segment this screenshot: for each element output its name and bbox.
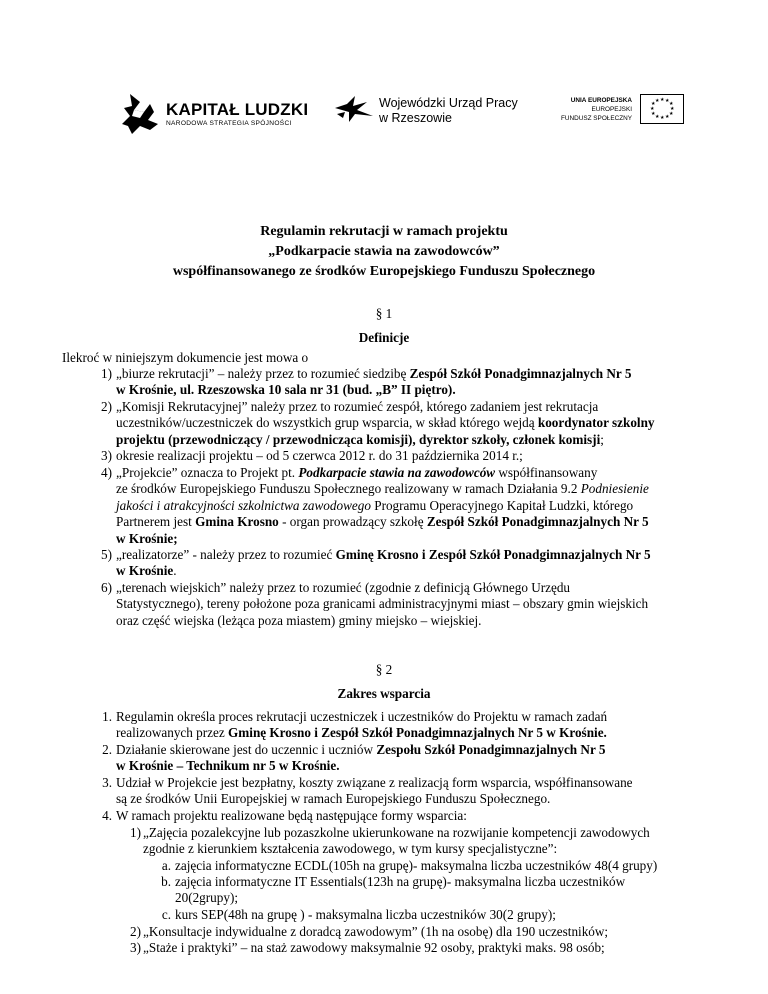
eu-flag-icon [640,94,684,124]
wup-line2: w Rzeszowie [379,111,452,125]
support-form-1: 1) „Zajęcia pozalekcyjne lub pozaszkolne ukierunkowane na rozwijanie kompetencji zawodowych zgodnie z kierunkiem kształcenia zawodowego, w tym kursy specjalistyczne”: [130,825,650,857]
definition-5: 5) „realizatorze” - należy przez to rozumieć Gminę Krosno i Zespół Szkół Ponadgimnazjalnych Nr 5 w Krośnie. [101,547,651,579]
definition-6: 6) „terenach wiejskich” należy przez to rozumieć (zgodnie z definicją Głównego Urzędu Statystycznego), tereny położone poza granicami administracyjnymi miast – obszary gmin wiejskich oraz część wiejska (leżąca poza miastem) gminy miejsko – wiejskiej. [101,580,649,628]
section1-intro: Ilekroć w niniejszym dokumencie jest mowa o [62,350,309,365]
eu-text [548,96,632,123]
wup-name [379,96,518,126]
svg-text:★: ★ [660,115,665,121]
scope-item-3: 3. Udział w Projekcie jest bezpłatny, koszty związane z realizacją form wsparcia, współfinansowane są ze środków Unii Europejskiej w ramach Europejskiego Funduszu Społecznego. [102,775,633,807]
scope-item-2: 2. Działanie skierowane jest do uczennic i uczniów Zespołu Szkół Ponadgimnazjalnych Nr 5 w Krośnie – Technikum nr 5 w Krośnie. [102,742,606,774]
definition-3: 3) okresie realizacji projektu – od 5 czerwca 2012 r. do 31 października 2014 r.; [101,448,523,463]
definition-4: 4) „Projekcie” oznacza to Projekt pt. Podkarpacie stawia na zawodowców współfinansowany ze środków Europejskiego Funduszu Społecznego realizowany w ramach Działania 9.2 Podniesienie jakości i atrakcyjności szkolnictwa zawodowego Programu Operacyjnego Kapitał Ludzki, którego Partnerem jest Gmina Krosno - organ prowadzący szkołę Zespół Szkół Ponadgimnazjalnych Nr 5 w Krośnie; [101,465,649,546]
svg-text:★: ★ [655,114,660,120]
svg-text:★: ★ [651,101,656,107]
support-form-2: 2) „Konsultacje indywidualne z doradcą zawodowym” (1h na osobę) dla 190 uczestników; [130,924,609,939]
wup-logo [333,94,518,128]
support-subform-c: c. kurs SEP(48h na grupę ) - maksymalna liczba uczestników 30(2 grupy); [161,907,556,922]
support-form-3: 3) „Staże i praktyki” – na staż zawodowy maksymalnie 92 osoby, praktyki maks. 98 osób; [130,940,605,955]
section1-mark: § 1 [375,306,393,321]
eu-line1: UNIA EUROPEJSKA [570,97,632,104]
kapital-title: KAPITAŁ LUDZKI [166,100,309,119]
support-subform-a: a. zajęcia informatyczne ECDL(105h na grupę)- maksymalna liczba uczestników 48(4 grupy) [161,858,658,873]
svg-text:★: ★ [665,114,670,120]
svg-text:★: ★ [665,98,670,104]
section2-mark: § 2 [375,662,393,677]
svg-text:★: ★ [660,97,665,103]
section1-heading: Definicje [358,330,410,345]
kapital-subtitle: NARODOWA STRATEGIA SPÓJNOŚCI [166,120,292,127]
eu-line3: FUNDUSZ SPOŁECZNY [560,115,632,122]
definition-1: 1) „biurze rekrutacji” – należy przez to rozumieć siedzibę Zespół Szkół Ponadgimnazjalnych Nr 5 w Krośnie, ul. Rzeszowska 10 sala nr 31 (bud. „B” II piętro). [101,366,632,398]
logo-bar [0,88,768,144]
definition-2: 2) „Komisji Rekrutacyjnej” należy przez to rozumieć zespół, którego zadaniem jest rekrutacja uczestników/uczestniczek do wszystkich grup wsparcia, w skład którego wejdą koordynator szkolny projektu (przewodniczący / przewodnicząca komisji), dyrektor szkoły, członek komisji; [101,399,655,447]
svg-text:★: ★ [669,101,674,107]
title-line3: współfinansowanego ze środków Europejskiego Funduszu Społecznego [172,264,596,279]
kapital-ludzki-emblem-icon [120,90,164,138]
title-line2: „Podkarpacie stawia na zawodowców” [268,244,500,259]
wup-line1: Wojewódzki Urząd Pracy [379,96,518,110]
section2-heading: Zakres wsparcia [337,686,431,701]
document-title [0,222,768,282]
svg-text:★: ★ [670,106,675,112]
svg-text:★: ★ [655,98,660,104]
svg-text:★: ★ [650,106,655,112]
svg-text:★: ★ [651,111,656,117]
support-subform-b: b. zajęcia informatyczne IT Essentials(123h na grupę)- maksymalna liczba uczestników 20(2grupy); [161,874,626,906]
scope-item-1: 1. Regulamin określa proces rekrutacji uczestniczek i uczestników do Projektu w ramach zadań realizowanych przez Gminę Krosno i Zespół Szkół Ponadgimnazjalnych Nr 5 w Krośnie. [102,709,608,741]
wup-bird-icon [333,94,375,124]
scope-item-4: 4. W ramach projektu realizowane będą następujące formy wsparcia: [102,808,467,823]
title-line1: Regulamin rekrutacji w ramach projektu [260,224,508,239]
kapital-ludzki-logo [120,90,309,142]
eu-line2: EUROPEJSKI [591,106,632,113]
svg-text:★: ★ [669,111,674,117]
